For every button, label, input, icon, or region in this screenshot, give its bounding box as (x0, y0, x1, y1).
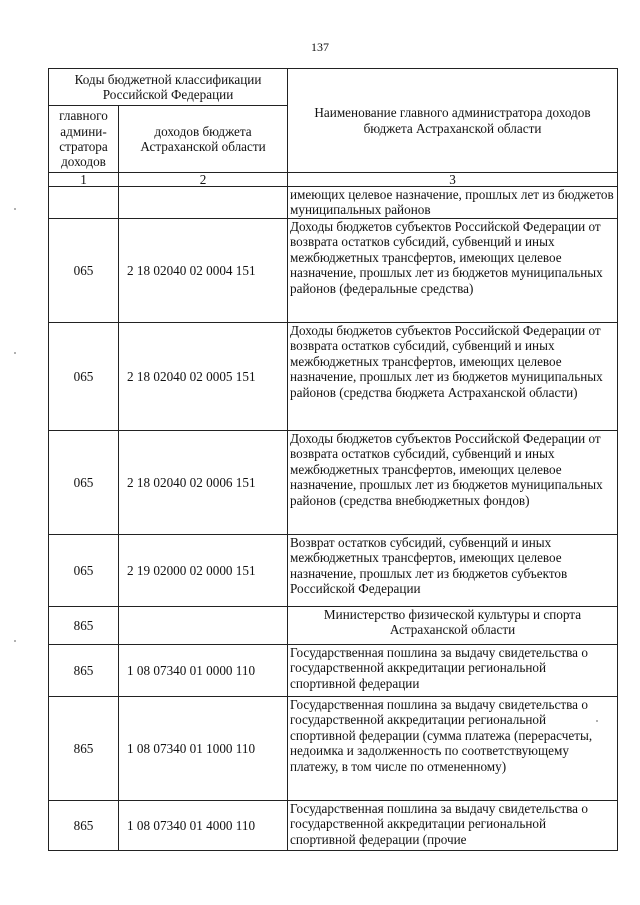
name-cell: Доходы бюджетов субъектов Российской Федерации от возврата остатков субсидий, субвенций и иных межбюджетных трансфертов, имеющих целевое назначение, прошлых лет из бюджетов муниципальных районов (средства внебюджетных фондов) (288, 431, 618, 535)
column-number-row (49, 173, 618, 187)
table-row (49, 697, 618, 801)
income-code-cell: 2 18 02040 02 0006 151 (119, 431, 288, 535)
name-cell: Доходы бюджетов субъектов Российской Федерации от возврата остатков субсидий, субвенций и иных межбюджетных трансфертов, имеющих целевое назначение, прошлых лет из бюджетов муниципальных районов (федеральные средства) (288, 219, 618, 323)
name-cell: Государственная пошлина за выдачу свидетельства о государственной аккредитации региональной спортивной федерации (прочие (288, 801, 618, 851)
income-code-cell: 2 19 02000 02 0000 151 (119, 535, 288, 607)
column-number: 2 (119, 173, 288, 187)
ministry-name-cell: Министерство физической культуры и спорта Астраханской области (288, 607, 618, 645)
name-cell: Государственная пошлина за выдачу свидетельства о государственной аккредитации региональной спортивной федерации (288, 645, 618, 697)
header-group-cell: Коды бюджетной классификации Российской Федерации (49, 69, 288, 106)
admin-code-cell: 065 (49, 323, 119, 431)
table-header-row (49, 69, 618, 106)
income-code-cell (119, 187, 288, 219)
scan-speck (14, 640, 16, 642)
table-row (49, 187, 618, 219)
name-cell: имеющих целевое назначение, прошлых лет из бюджетов муниципальных районов (288, 187, 618, 219)
name-cell: Государственная пошлина за выдачу свидетельства о государственной аккредитации региональной спортивной федерации (сумма платежа (перерасчеты, недоимка и задолженность по соответствующему платежу, в том числе по отмененному) (288, 697, 618, 801)
budget-classification-table (48, 68, 618, 851)
table-row (49, 535, 618, 607)
admin-code-cell: 865 (49, 645, 119, 697)
income-code-cell: 1 08 07340 01 1000 110 (119, 697, 288, 801)
admin-code-cell: 865 (49, 801, 119, 851)
scan-speck (14, 208, 16, 210)
admin-code-cell: 065 (49, 535, 119, 607)
column-number: 3 (288, 173, 618, 187)
admin-code-cell: 065 (49, 219, 119, 323)
table-row (49, 431, 618, 535)
income-code-cell: 2 18 02040 02 0004 151 (119, 219, 288, 323)
scan-speck (596, 720, 598, 722)
scan-speck (14, 352, 16, 354)
name-cell: Доходы бюджетов субъектов Российской Федерации от возврата остатков субсидий, субвенций и иных межбюджетных трансфертов, имеющих целевое назначение, прошлых лет из бюджетов муниципальных районов (средства бюджета Астраханской области) (288, 323, 618, 431)
table-row (49, 607, 618, 645)
admin-code-cell: 865 (49, 607, 119, 645)
header-admin-cell: главного админи-стратора доходов (49, 106, 119, 173)
table-row (49, 645, 618, 697)
table-row (49, 323, 618, 431)
page-number: 137 (311, 40, 329, 54)
income-code-cell: 1 08 07340 01 0000 110 (119, 645, 288, 697)
header-income-cell: доходов бюджета Астраханской области (119, 106, 288, 173)
income-code-cell: 1 08 07340 01 4000 110 (119, 801, 288, 851)
column-number: 1 (49, 173, 119, 187)
table-row (49, 801, 618, 851)
income-code-cell: 2 18 02040 02 0005 151 (119, 323, 288, 431)
admin-code-cell (49, 187, 119, 219)
table-row (49, 219, 618, 323)
admin-code-cell: 065 (49, 431, 119, 535)
admin-code-cell: 865 (49, 697, 119, 801)
name-cell: Возврат остатков субсидий, субвенций и иных межбюджетных трансфертов, имеющих целевое назначение, прошлых лет из бюджетов субъектов Российской Федерации (288, 535, 618, 607)
header-name-cell: Наименование главного администратора доходов бюджета Астраханской области (288, 69, 618, 173)
income-code-cell (119, 607, 288, 645)
